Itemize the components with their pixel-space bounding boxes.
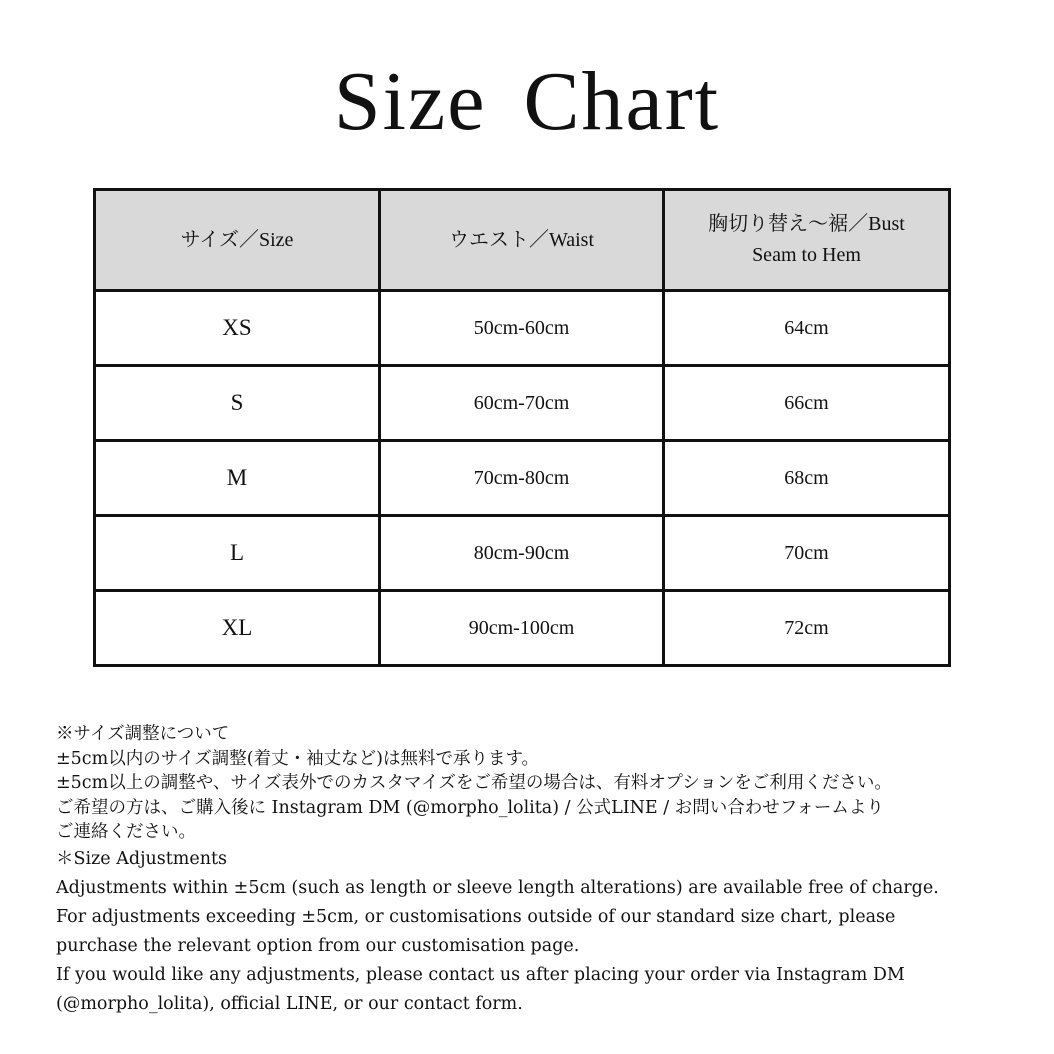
table-header-row	[95, 190, 950, 291]
note-line: ご希望の方は、ご購入後に Instagram DM (@morpho_lolita) / 公式LINE / お問い合わせフォームより	[56, 797, 884, 818]
length-cell: 72cm	[664, 591, 950, 666]
header-size: サイズ／Size	[95, 190, 380, 291]
notes-section	[56, 722, 1036, 1019]
page-title: Size Chart	[333, 55, 721, 148]
note-line: ご連絡ください。	[56, 822, 196, 842]
length-cell: 70cm	[664, 516, 950, 591]
length-cell: 64cm	[664, 291, 950, 366]
length-cell: 66cm	[664, 366, 950, 441]
size-cell: S	[95, 366, 380, 441]
note-line: ※サイズ調整について	[56, 724, 230, 744]
size-chart-table	[93, 188, 951, 667]
size-cell: XL	[95, 591, 380, 666]
note-line: purchase the relevant option from our customisation page.	[56, 935, 580, 956]
note-line: (@morpho_lolita), official LINE, or our contact form.	[56, 993, 523, 1014]
table-row	[95, 291, 950, 366]
size-cell: M	[95, 441, 380, 516]
waist-cell: 50cm-60cm	[380, 291, 664, 366]
waist-cell: 70cm-80cm	[380, 441, 664, 516]
header-length-line: 胸切り替え〜裾／Bust	[708, 213, 905, 235]
header-bust-seam-to-hem	[664, 190, 950, 291]
note-line: ±5cm以内のサイズ調整(着丈・袖丈など)は無料で承ります。	[56, 748, 540, 769]
table-row	[95, 441, 950, 516]
table-row	[95, 366, 950, 441]
notes-english	[56, 845, 1036, 1019]
header-length-line: Seam to Hem	[752, 244, 861, 266]
note-line: For adjustments exceeding ±5cm, or customisations outside of our standard size chart, please	[56, 906, 896, 927]
table-row	[95, 516, 950, 591]
note-line: ＊Size Adjustments	[56, 848, 228, 869]
table-row	[95, 591, 950, 666]
waist-cell: 60cm-70cm	[380, 366, 664, 441]
waist-cell: 90cm-100cm	[380, 591, 664, 666]
size-cell: L	[95, 516, 380, 591]
note-line: Adjustments within ±5cm (such as length or sleeve length alterations) are available free of charge.	[56, 877, 939, 898]
length-cell: 68cm	[664, 441, 950, 516]
waist-cell: 80cm-90cm	[380, 516, 664, 591]
notes-japanese	[56, 722, 1036, 845]
note-line: ±5cm以上の調整や、サイズ表外でのカスタマイズをご希望の場合は、有料オプションをご利用ください。	[56, 773, 892, 793]
size-cell: XS	[95, 291, 380, 366]
header-waist: ウエスト／Waist	[380, 190, 664, 291]
note-line: If you would like any adjustments, please contact us after placing your order via Instagram DM	[56, 964, 905, 985]
